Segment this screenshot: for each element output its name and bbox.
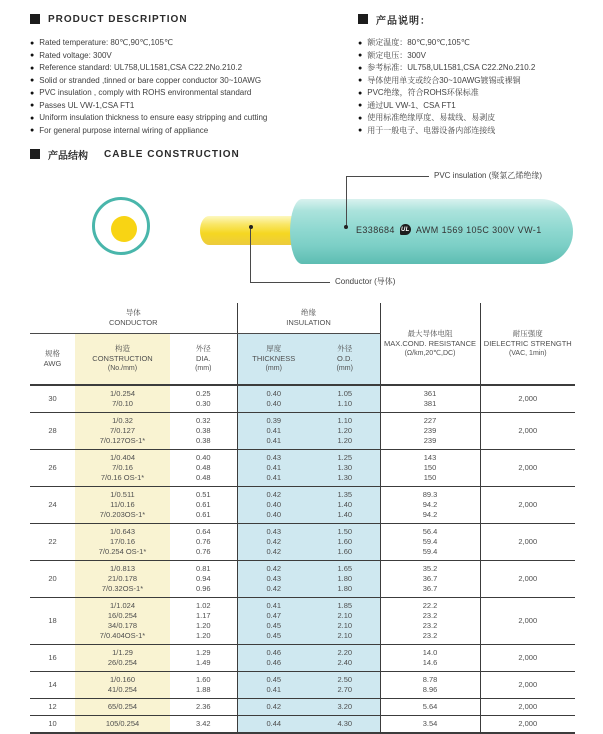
thickness-cell: 0.46 0.46 bbox=[237, 645, 310, 672]
pvc-insulation-label: PVC insulation (聚氯乙烯绝缘) bbox=[434, 171, 543, 180]
conductor-callout-hline bbox=[250, 282, 330, 283]
bullet-item: ● Solid or stranded ,tinned or bare copper conductor 30~10AWG bbox=[30, 75, 358, 88]
od-cell: 1.35 1.40 1.40 bbox=[310, 487, 380, 524]
spec-table bbox=[30, 303, 575, 734]
bullet-item: ● Rated voltage: 300V bbox=[30, 50, 358, 63]
od-cell: 4.30 bbox=[310, 716, 380, 734]
conductor-group-header bbox=[30, 303, 237, 334]
dielectric-cell: 2,000 bbox=[518, 702, 538, 711]
dia-cell: 1.60 1.88 bbox=[170, 672, 237, 699]
dielectric-cell: 2,000 bbox=[518, 719, 538, 728]
product-description-title bbox=[30, 12, 358, 26]
bullet-item: ● PVC insulation , comply with ROHS environmental standard bbox=[30, 87, 358, 100]
od-cell: 2.20 2.40 bbox=[310, 645, 380, 672]
od-column-header: 外径 O.D. (mm) bbox=[310, 334, 380, 386]
conductor-callout-vline bbox=[250, 227, 251, 282]
thickness-cell: 0.42 bbox=[237, 699, 310, 716]
awg-cell: 28 bbox=[48, 426, 57, 435]
section-marker-icon bbox=[30, 149, 40, 159]
construction-cell: 1/0.160 41/0.254 bbox=[75, 672, 170, 699]
bullet-item: ● Reference standard: UL758,UL1581,CSA C22.2No.210.2 bbox=[30, 62, 358, 75]
construction-cell: 1/0.511 11/0.16 7/0.203OS-1* bbox=[75, 487, 170, 524]
spec-row-awg-28 bbox=[30, 413, 575, 450]
dielectric-column-header: 耐压强度 DIELECTRIC STRENGTH (VAC, 1min) bbox=[483, 328, 572, 357]
resistance-cell: 8.78 8.96 bbox=[380, 672, 480, 699]
cable-construction-title-en: CABLE CONSTRUCTION bbox=[104, 148, 240, 160]
awg-cell: 26 bbox=[48, 463, 57, 472]
conductor-group-cn: 导体 bbox=[125, 308, 141, 317]
pvc-callout-hline bbox=[346, 176, 429, 177]
product-description-block bbox=[30, 12, 358, 137]
awg-cell: 24 bbox=[48, 500, 57, 509]
dia-cell: 0.51 0.61 0.61 bbox=[170, 487, 237, 524]
cable-print-text bbox=[356, 224, 542, 235]
section-marker-icon bbox=[30, 14, 40, 24]
conductor-core-circle bbox=[111, 216, 137, 242]
construction-cell: 1/0.813 21/0.178 7/0.32OS-1* bbox=[75, 561, 170, 598]
resistance-cell: 3.54 bbox=[380, 716, 480, 734]
dielectric-cell: 2,000 bbox=[518, 463, 538, 472]
spec-row-awg-10 bbox=[30, 716, 575, 734]
resistance-column-header: 最大导体电阻 MAX.COND. RESISTANCE (Ω/km,20℃,DC) bbox=[380, 303, 480, 385]
product-description-list bbox=[30, 37, 358, 137]
cable-cross-section bbox=[92, 197, 150, 255]
awg-cell: 10 bbox=[48, 719, 57, 728]
dielectric-cell: 2,000 bbox=[518, 653, 538, 662]
section-marker-icon bbox=[358, 14, 368, 24]
thickness-cell: 0.41 0.47 0.45 0.45 bbox=[237, 598, 310, 645]
construction-cell: 1/1.29 26/0.254 bbox=[75, 645, 170, 672]
awg-column-header: 规格 AWG bbox=[43, 349, 62, 368]
product-description-cn-block bbox=[358, 12, 600, 137]
od-cell: 1.05 1.10 bbox=[310, 385, 380, 413]
construction-cell: 1/0.32 7/0.127 7/0.127OS-1* bbox=[75, 413, 170, 450]
dia-cell: 0.81 0.94 0.96 bbox=[170, 561, 237, 598]
resistance-cell: 361 381 bbox=[380, 385, 480, 413]
insulation-group-header bbox=[237, 303, 380, 334]
thickness-cell: 0.43 0.42 0.42 bbox=[237, 524, 310, 561]
product-description-title-text: PRODUCT DESCRIPTION bbox=[48, 13, 188, 25]
resistance-cell: 143 150 150 bbox=[380, 450, 480, 487]
spec-row-awg-26 bbox=[30, 450, 575, 487]
description-section bbox=[0, 0, 603, 137]
spec-row-awg-20 bbox=[30, 561, 575, 598]
cable-cert-number: E338684 bbox=[356, 224, 395, 235]
dielectric-cell: 2,000 bbox=[518, 500, 538, 509]
od-cell: 1.50 1.60 1.60 bbox=[310, 524, 380, 561]
dia-cell: 2.36 bbox=[170, 699, 237, 716]
product-description-cn-list bbox=[358, 37, 600, 137]
od-cell: 3.20 bbox=[310, 699, 380, 716]
od-cell: 1.25 1.30 1.30 bbox=[310, 450, 380, 487]
pvc-callout-dot bbox=[344, 225, 348, 229]
dielectric-cell: 2,000 bbox=[518, 394, 538, 403]
bullet-item: ● 用于一般电子、电器设备内部连接线 bbox=[358, 125, 600, 138]
dia-cell: 0.64 0.76 0.76 bbox=[170, 524, 237, 561]
thickness-cell: 0.45 0.41 bbox=[237, 672, 310, 699]
spec-row-awg-22 bbox=[30, 524, 575, 561]
ul-logo-icon: UL bbox=[400, 224, 411, 235]
construction-cell: 1/0.254 7/0.10 bbox=[75, 385, 170, 413]
thickness-cell: 0.43 0.41 0.41 bbox=[237, 450, 310, 487]
spec-table-head bbox=[30, 303, 575, 385]
resistance-cell: 227 239 239 bbox=[380, 413, 480, 450]
dielectric-cell: 2,000 bbox=[518, 537, 538, 546]
spec-table-body bbox=[30, 385, 575, 733]
bullet-item: ● For general purpose internal wiring of appliance bbox=[30, 125, 358, 138]
construction-cell: 65/0.254 bbox=[75, 699, 170, 716]
thickness-cell: 0.42 0.40 0.40 bbox=[237, 487, 310, 524]
awg-cell: 30 bbox=[48, 394, 57, 403]
bullet-item: ● Passes UL VW-1,CSA FT1 bbox=[30, 100, 358, 113]
product-description-cn-title-text: 产品说明： bbox=[376, 15, 431, 27]
insulation-group-en: INSULATION bbox=[286, 318, 331, 327]
thickness-cell: 0.39 0.41 0.41 bbox=[237, 413, 310, 450]
bullet-item: ● Rated temperature: 80℃,90℃,105℃ bbox=[30, 37, 358, 50]
dia-cell: 1.02 1.17 1.20 1.20 bbox=[170, 598, 237, 645]
cable-construction-title bbox=[30, 147, 603, 161]
dia-cell: 0.40 0.48 0.48 bbox=[170, 450, 237, 487]
insulation-group-cn: 绝缘 bbox=[301, 308, 316, 317]
cable-construction-title-cn: 产品结构 bbox=[48, 150, 88, 162]
dia-column-header: 外径 DIA. (mm) bbox=[170, 334, 237, 386]
dielectric-cell: 2,000 bbox=[518, 680, 538, 689]
group-header-row bbox=[30, 303, 575, 334]
product-description-cn-title bbox=[358, 12, 600, 26]
resistance-cell: 5.64 bbox=[380, 699, 480, 716]
awg-cell: 16 bbox=[48, 653, 57, 662]
cable-diagram bbox=[0, 163, 603, 295]
bullet-item: ● 通过UL VW-1、CSA FT1 bbox=[358, 100, 600, 113]
dia-cell: 0.32 0.38 0.38 bbox=[170, 413, 237, 450]
awg-cell: 14 bbox=[48, 680, 57, 689]
construction-cell: 1/0.643 17/0.16 7/0.254 OS-1* bbox=[75, 524, 170, 561]
dia-cell: 1.29 1.49 bbox=[170, 645, 237, 672]
resistance-cell: 14.0 14.6 bbox=[380, 645, 480, 672]
awg-cell: 18 bbox=[48, 616, 57, 625]
resistance-cell: 35.2 36.7 36.7 bbox=[380, 561, 480, 598]
dia-cell: 3.42 bbox=[170, 716, 237, 734]
thickness-column-header: 厚度 THICKNESS (mm) bbox=[237, 334, 310, 386]
bullet-item: ● 使用标准绝缘厚度、易裁线、易剥皮 bbox=[358, 112, 600, 125]
dielectric-cell: 2,000 bbox=[518, 426, 538, 435]
thickness-cell: 0.44 bbox=[237, 716, 310, 734]
od-cell: 1.65 1.80 1.80 bbox=[310, 561, 380, 598]
awg-cell: 20 bbox=[48, 574, 57, 583]
construction-cell: 1/1.024 16/0.254 34/0.178 7/0.404OS-1* bbox=[75, 598, 170, 645]
dia-cell: 0.25 0.30 bbox=[170, 385, 237, 413]
resistance-cell: 56.4 59.4 59.4 bbox=[380, 524, 480, 561]
bullet-item: ● 导体使用单支或绞合30~10AWG镀锡或裸铜 bbox=[358, 75, 600, 88]
conductor-label: Conductor (导体) bbox=[335, 277, 396, 286]
resistance-cell: 89.3 94.2 94.2 bbox=[380, 487, 480, 524]
construction-cell: 105/0.254 bbox=[75, 716, 170, 734]
spec-row-awg-30 bbox=[30, 385, 575, 413]
bullet-item: ● 参考标准：UL758,UL1581,CSA C22.2No.210.2 bbox=[358, 62, 600, 75]
bullet-item: ● PVC绝缘，符合ROHS环保标准 bbox=[358, 87, 600, 100]
awg-cell: 12 bbox=[48, 702, 57, 711]
construction-cell: 1/0.404 7/0.16 7/0.16 OS-1* bbox=[75, 450, 170, 487]
dielectric-cell: 2,000 bbox=[518, 616, 538, 625]
thickness-cell: 0.42 0.43 0.42 bbox=[237, 561, 310, 598]
pvc-callout-vline bbox=[346, 176, 347, 228]
od-cell: 2.50 2.70 bbox=[310, 672, 380, 699]
spec-row-awg-16 bbox=[30, 645, 575, 672]
dielectric-cell: 2,000 bbox=[518, 574, 538, 583]
spec-row-awg-18 bbox=[30, 598, 575, 645]
conductor-callout-dot bbox=[249, 225, 253, 229]
thickness-cell: 0.40 0.40 bbox=[237, 385, 310, 413]
conductor-group-en: CONDUCTOR bbox=[108, 318, 158, 327]
bullet-item: ● 额定电压：300V bbox=[358, 50, 600, 63]
resistance-cell: 22.2 23.2 23.2 23.2 bbox=[380, 598, 480, 645]
construction-column-header: 构造 CONSTRUCTION (No./mm) bbox=[75, 334, 170, 386]
spec-row-awg-12 bbox=[30, 699, 575, 716]
od-cell: 1.10 1.20 1.20 bbox=[310, 413, 380, 450]
bullet-item: ● 额定温度：80℃,90℃,105℃ bbox=[358, 37, 600, 50]
bullet-item: ● Uniform insulation thickness to ensure easy stripping and cutting bbox=[30, 112, 358, 125]
spec-row-awg-24 bbox=[30, 487, 575, 524]
awg-cell: 22 bbox=[48, 537, 57, 546]
cable-spec-text: AWM 1569 105C 300V VW-1 bbox=[415, 224, 542, 235]
od-cell: 1.85 2.10 2.10 2.10 bbox=[310, 598, 380, 645]
spec-row-awg-14 bbox=[30, 672, 575, 699]
